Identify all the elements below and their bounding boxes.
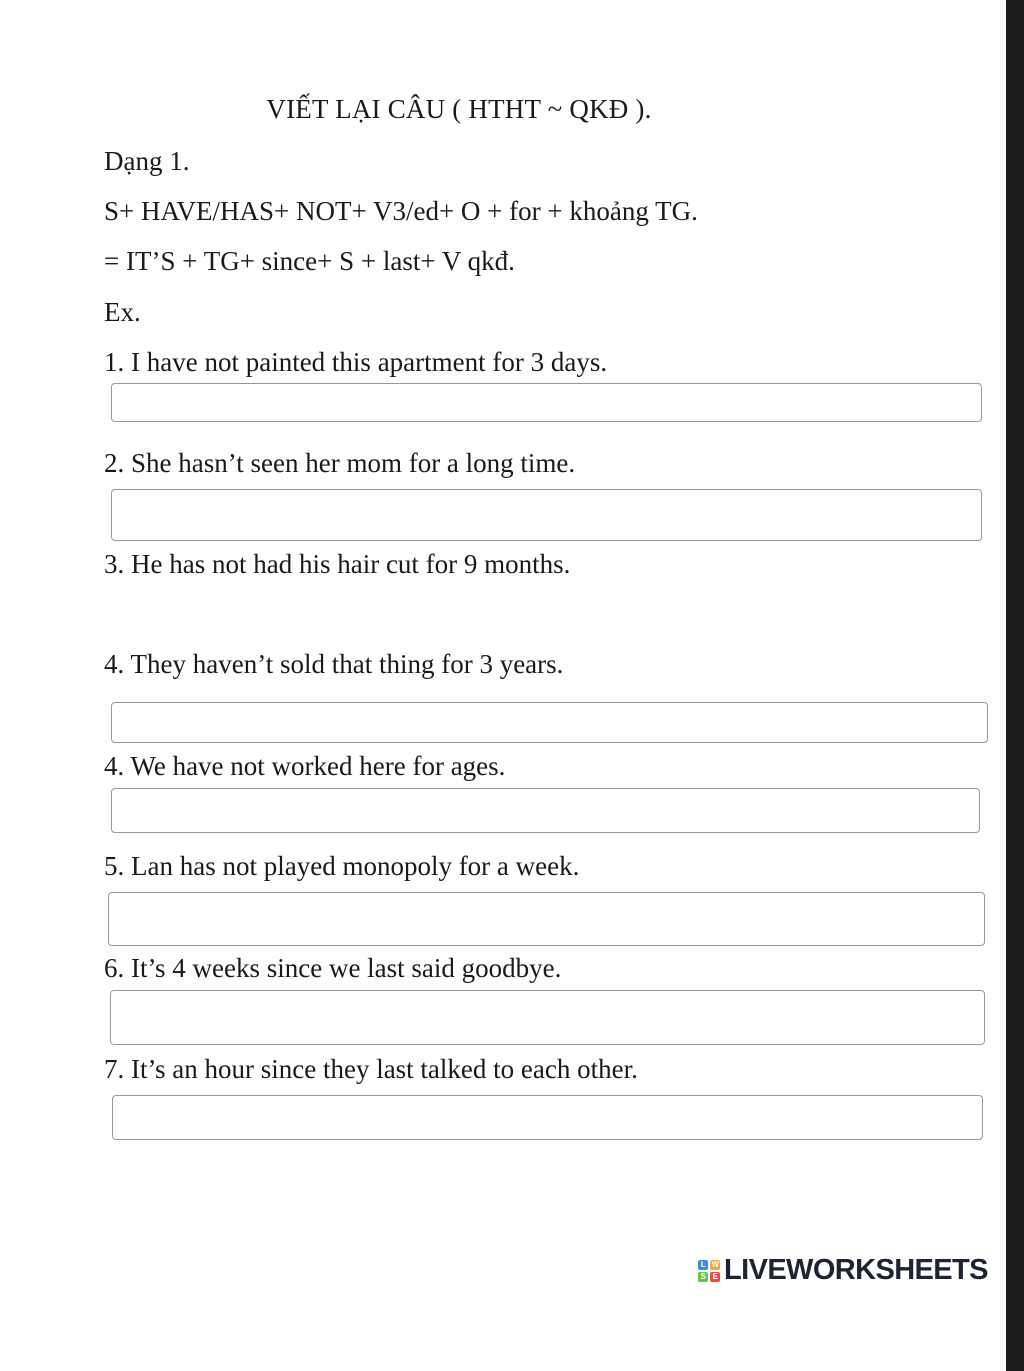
answer-input-7[interactable]: [112, 1095, 983, 1140]
answer-input-6[interactable]: [110, 990, 985, 1045]
answer-input-2[interactable]: [111, 489, 982, 541]
logo-cell-e: E: [710, 1272, 720, 1282]
logo-cell-w: W: [711, 1259, 719, 1269]
question-6: 6. It’s 4 weeks since we last said goodbye.: [104, 953, 562, 983]
question-4: 4. They haven’t sold that thing for 3 years.: [104, 649, 564, 679]
question-5: 5. Lan has not played monopoly for a week.: [104, 851, 580, 881]
logo-cell-l: L: [698, 1260, 708, 1270]
brand-name: LIVEWORKSHEETS: [724, 1254, 988, 1286]
logo-grid-icon: [698, 1260, 720, 1282]
example-label: Ex.: [104, 297, 141, 327]
formula-line-2: = IT’S + TG+ since+ S + last+ V qkđ.: [104, 246, 515, 276]
answer-input-4b[interactable]: [111, 788, 980, 833]
question-1: 1. I have not painted this apartment for 3 days.: [104, 347, 608, 377]
section-heading: Dạng 1.: [104, 146, 190, 176]
question-7: 7. It’s an hour since they last talked to each other.: [104, 1054, 638, 1084]
worksheet-title: VIẾT LẠI CÂU ( HTHT ~ QKĐ ).: [266, 94, 652, 124]
question-4b: 4. We have not worked here for ages.: [104, 751, 506, 781]
logo-cell-s: S: [698, 1272, 708, 1282]
question-2: 2. She hasn’t seen her mom for a long time.: [104, 448, 576, 478]
right-edge-bar: [1006, 0, 1024, 1371]
answer-input-4[interactable]: [111, 702, 988, 743]
liveworksheets-logo: [698, 1254, 988, 1287]
answer-input-1[interactable]: [111, 383, 982, 422]
answer-input-5[interactable]: [108, 892, 985, 946]
formula-line-1: S+ HAVE/HAS+ NOT+ V3/ed+ O + for + khoảng TG.: [104, 196, 698, 226]
question-3: 3. He has not had his hair cut for 9 months.: [104, 549, 571, 579]
